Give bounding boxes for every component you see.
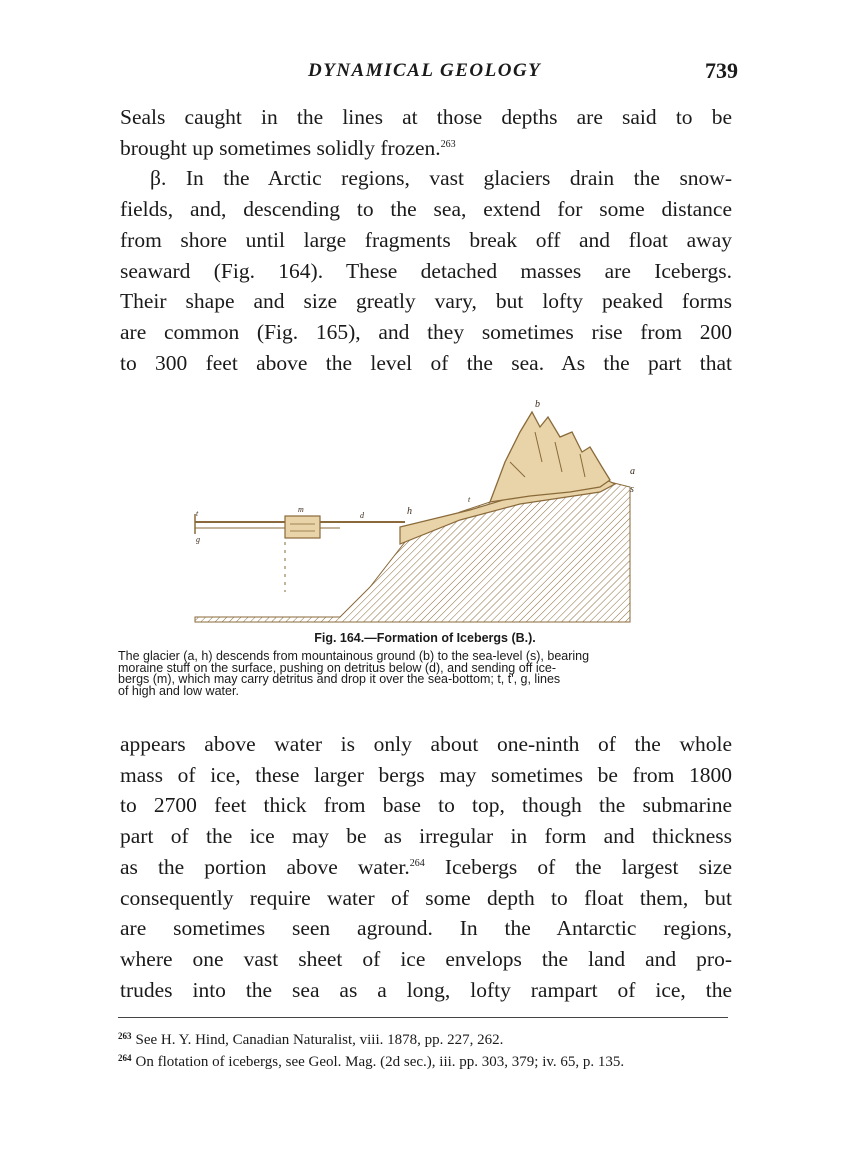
text-line: fields, and, descending to the sea, extend for some distance (120, 197, 732, 222)
label-t: t (468, 495, 471, 504)
label-b: b (535, 399, 540, 410)
running-title: DYNAMICAL GEOLOGY (308, 60, 542, 81)
text-line: as the portion above water.$^{264}$ Icebergs of the largest size (120, 854, 733, 879)
label-d: d (360, 511, 364, 520)
label-s: s (630, 484, 634, 495)
mountain-peaks (490, 412, 610, 502)
footnote-264: $^{264}$ On flotation of icebergs, see Geol. Mag. (2d sec.), iii. pp. 303, 379; iv. 65, p. 135. (118, 1053, 625, 1070)
footnote-ref: 263 (440, 138, 456, 150)
sea-bottom-land (195, 482, 630, 622)
label-t-prime: t (196, 509, 199, 518)
text-line: Their shape and size greatly vary, but lofty peaked forms (120, 289, 732, 314)
text-line: seaward (Fig. 164). These detached masses are Icebergs. (120, 258, 732, 283)
label-g: g (196, 535, 200, 544)
text-line: Seals caught in the lines at those depths are said to be (120, 105, 732, 129)
text-line: brought up sometimes solidly frozen.$^{263}$ (120, 135, 456, 160)
floating-iceberg (285, 516, 320, 538)
label-h: h (407, 506, 412, 517)
legend-line: of high and low water. (118, 683, 239, 698)
iceberg-formation-figure (190, 392, 640, 632)
text-line: to 300 feet above the level of the sea. As the part that (120, 350, 732, 375)
figure-legend (118, 651, 730, 697)
text-line: to 2700 feet thick from base to top, though the submarine (120, 793, 732, 818)
body-text-top (120, 102, 732, 378)
label-m: m (298, 505, 304, 514)
text-line: consequently require water of some depth to float them, but (120, 885, 732, 910)
legend-line: The glacier (a, h) descends from mountainous ground (b) to the sea-level (s), bearing (118, 649, 590, 663)
text-line: β. In the Arctic regions, vast glaciers drain the snow- (150, 166, 732, 191)
legend-line: bergs (m), which may carry detritus and drop it over the sea-bottom; t, t', g, lines (118, 672, 561, 686)
footnotes (118, 1027, 730, 1071)
text-line: from shore until large fragments break off and float away (120, 227, 732, 252)
footnote-263: $^{263}$ See H. Y. Hind, Canadian Naturalist, viii. 1878, pp. 227, 262. (118, 1031, 504, 1048)
text-line: are common (Fig. 165), and they sometimes rise from 200 (120, 319, 732, 344)
text-line: part of the ice may be as irregular in form and thickness (120, 824, 732, 849)
paragraph-icebergs-continued (120, 729, 732, 1005)
text-line: appears above water is only about one-ninth of the whole (120, 732, 732, 756)
running-head (118, 58, 738, 86)
legend-line: moraine stuff on the surface, pushing on detritus below (d), and sending off ice- (118, 660, 556, 675)
paragraph-continued (120, 102, 732, 163)
body-text-bottom (120, 729, 732, 1005)
footnote-ref: 264 (409, 857, 425, 869)
text-line: are sometimes seen aground. In the Antarctic regions, (120, 916, 732, 941)
page-number: 739 (705, 58, 738, 83)
text-line: trudes into the sea as a long, lofty rampart of ice, the (120, 977, 732, 1002)
text-line: mass of ice, these larger bergs may sometimes be from 1800 (120, 762, 732, 787)
text-line: where one vast sheet of ice envelops the land and pro- (120, 946, 732, 971)
footnote-rule (118, 1017, 728, 1018)
label-a: a (630, 466, 635, 477)
figure-caption: Fig. 164.—Formation of Icebergs (B.). (314, 631, 536, 645)
paragraph-beta (120, 163, 732, 378)
